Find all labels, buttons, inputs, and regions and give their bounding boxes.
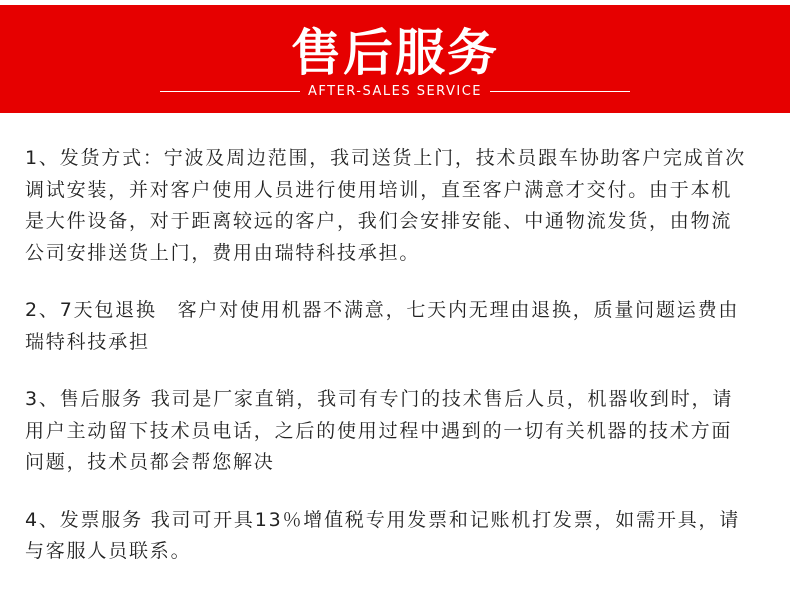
text-line: 4、发票服务 我司可开具13％增值税专用发票和记账机打发票，如需开具，请 — [25, 508, 741, 531]
text-line: 调试安装，并对客户使用人员进行使用培训，直至客户满意才交付。由于本机 — [25, 178, 733, 201]
text-line: 是大件设备，对于距离较远的客户，我们会安排安能、中通物流发货，由物流 — [25, 210, 733, 232]
text-line: 2、7天包退换 客户对使用机器不满意，七天内无理由退换，质量问题运费由 — [25, 299, 740, 321]
text-line: 1、发货方式：宁波及周边范围，我司送货上门，技术员跟车协助客户完成首次 — [25, 147, 747, 169]
text-line: 与客服人员联系。 — [25, 540, 192, 562]
divider-right — [490, 91, 630, 92]
text-line: 瑞特科技承担 — [25, 330, 150, 353]
subtitle-text: AFTER-SALES SERVICE — [307, 84, 483, 99]
service-terms — [25, 143, 770, 594]
text-line: 问题，技术员都会帮您解决 — [25, 451, 275, 473]
paragraph-invoice — [25, 505, 770, 568]
paragraph-after-sales — [25, 384, 770, 479]
text-line: 用户主动留下技术员电话，之后的使用过程中遇到的一切有关机器的技术方面 — [25, 419, 733, 442]
paragraph-shipping — [25, 143, 770, 269]
text-line: 3、售后服务 我司是厂家直销，我司有专门的技术售后人员，机器收到时，请 — [25, 388, 734, 410]
header-banner — [0, 5, 790, 113]
page-subtitle — [0, 84, 790, 99]
page-title: 售后服务 — [291, 24, 499, 82]
text-line: 公司安排送货上门，费用由瑞特科技承担。 — [25, 241, 421, 264]
paragraph-returns — [25, 295, 770, 358]
divider-left — [160, 91, 300, 92]
